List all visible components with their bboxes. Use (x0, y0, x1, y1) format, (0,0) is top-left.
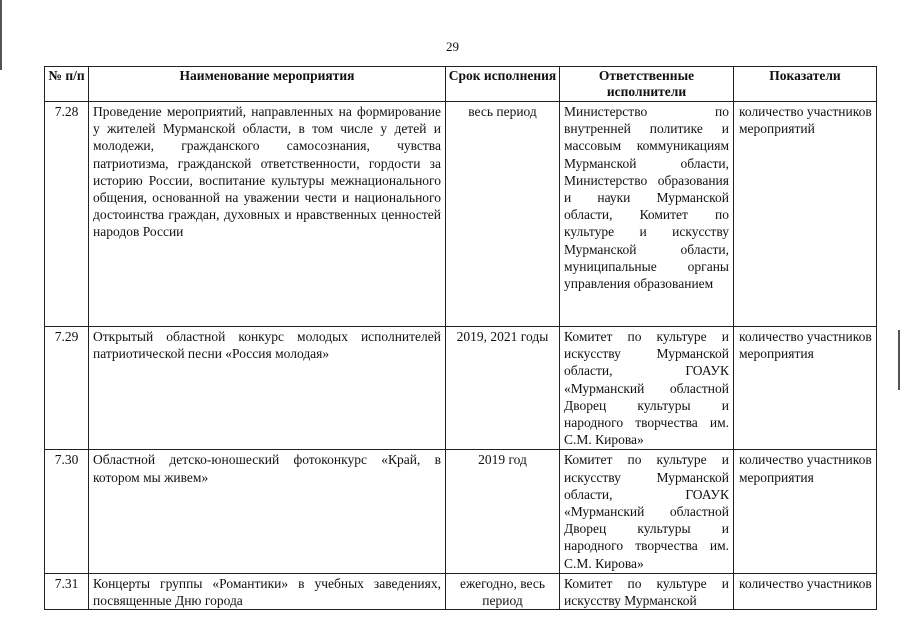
row-responsible: Комитет по культуре и искусству Мурманской области, ГОАУК «Мурманский областной Дворец культуры и народного творчества им. С.М. Кирова» (560, 450, 734, 573)
table-row (45, 102, 877, 327)
row-responsible: Комитет по культуре и искусству Мурманской (560, 573, 734, 609)
header-term: Срок исполнения (446, 67, 560, 102)
events-table (44, 66, 877, 610)
scan-edge-right (898, 330, 900, 390)
table-row (45, 450, 877, 573)
header-indicators: Показатели (734, 67, 877, 102)
row-responsible: Комитет по культуре и искусству Мурманской области, ГОАУК «Мурманский областной Дворец культуры и народного творчества им. С.М. Кирова» (560, 327, 734, 450)
row-event-name: Областной детско-юношеский фотоконкурс «Край, в котором мы живем» (89, 450, 446, 573)
row-indicators: количество участников (734, 573, 877, 609)
row-term: ежегодно, весь период (446, 573, 560, 609)
table-row (45, 573, 877, 609)
row-num: 7.28 (45, 102, 89, 327)
row-responsible: Министерство по внутренней политике и массовым коммуникациям Мурманской области, Министерство образования и науки Мурманской области, Комитет по культуре и искусству Мурманской области, муниципальные органы управления образованием (560, 102, 734, 327)
header-num: № п/п (45, 67, 89, 102)
row-indicators: количество участников мероприятия (734, 327, 877, 450)
row-indicators: количество участников мероприятий (734, 102, 877, 327)
row-indicators: количество участников мероприятия (734, 450, 877, 573)
table-header-row (45, 67, 877, 102)
row-event-name: Концерты группы «Романтики» в учебных заведениях, посвященные Дню города (89, 573, 446, 609)
header-name: Наименование мероприятия (89, 67, 446, 102)
row-term: весь период (446, 102, 560, 327)
row-term: 2019, 2021 годы (446, 327, 560, 450)
row-num: 7.31 (45, 573, 89, 609)
row-event-name: Открытый областной конкурс молодых исполнителей патриотической песни «Россия молодая» (89, 327, 446, 450)
page-number: 29 (446, 39, 459, 54)
row-num: 7.30 (45, 450, 89, 573)
scan-edge-left (0, 0, 2, 70)
row-term: 2019 год (446, 450, 560, 573)
row-event-name: Проведение мероприятий, направленных на формирование у жителей Мурманской области, в том числе у детей и молодежи, гражданского самосознания, чувства патриотизма, гражданской ответственности, гордости за историю России, воспитание культуры межнационального общения, основанной на уважении чести и национального достоинства граждан, духовных и нравственных ценностей народов России (89, 102, 446, 327)
table-row (45, 327, 877, 450)
header-responsible: Ответственные исполнители (560, 67, 734, 102)
row-num: 7.29 (45, 327, 89, 450)
